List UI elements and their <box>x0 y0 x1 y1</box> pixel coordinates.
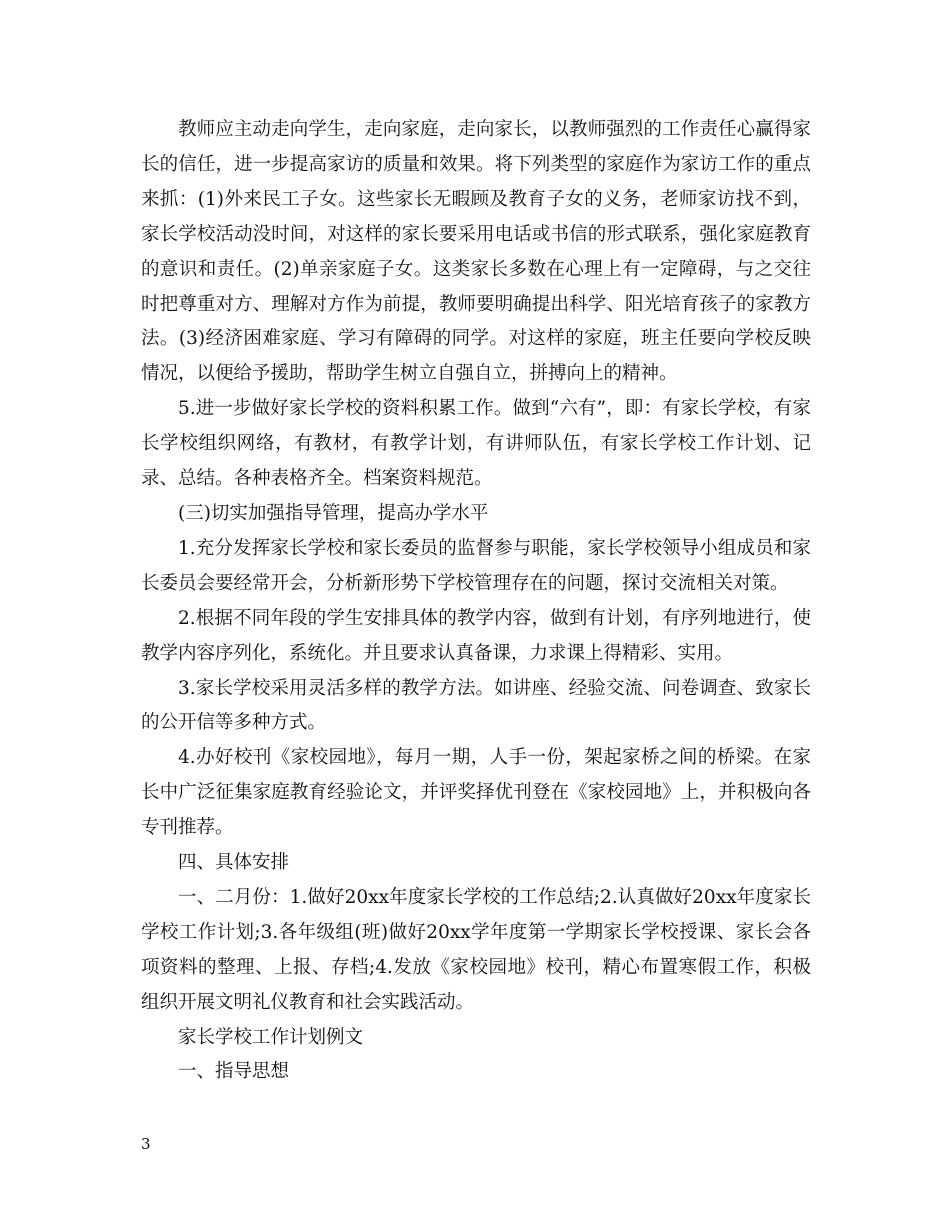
example-title: 家长学校工作计划例文 <box>178 1026 364 1048</box>
paragraph-item-4: 4.办好校刊《家校园地》，每月一期，人手一份，架起家桥之间的桥梁。在家长中广泛征集家庭教育经验论文，并评奖择优刊登在《家校园地》上，并积极向各专刊推荐。 <box>141 747 811 839</box>
section-heading-guiding-thought: 一、指导思想 <box>178 1061 290 1083</box>
document-body <box>141 113 811 1090</box>
paragraph-home-visit: 教师应主动走向学生，走向家庭，走向家长，以教师强烈的工作责任心赢得家长的信任，进一步提高家访的质量和效果。将下列类型的家庭作为家访工作的重点来抓：(1)外来民工子女。这些家长无暇顾及教育子女的义务，老师家访找不到，家长学校活动没时间，对这样的家长要采用电话或书信的形式联系，强化家庭教育的意识和责任。(2)单亲家庭子女。这类家长多数在心理上有一定障碍，与之交往时把尊重对方、理解对方作为前提，教师要明确提出科学、阳光培育孩子的家教方法。(3)经济困难家庭、学习有障碍的同学。对这样的家庭，班主任要向学校反映情况，以便给予援助，帮助学生树立自强自立，拼搏向上的精神。 <box>141 119 811 385</box>
paragraph-item-3: 3.家长学校采用灵活多样的教学方法。如讲座、经验交流、问卷调查、致家长的公开信等多种方式。 <box>141 677 811 734</box>
paragraph-item-2: 2.根据不同年段的学生安排具体的教学内容，做到有计划，有序列地进行，使教学内容序列化，系统化。并且要求认真备课，力求课上得精彩、实用。 <box>141 607 811 664</box>
section-heading-arrangement: 四、具体安排 <box>178 852 290 874</box>
paragraph-item-5: 5.进一步做好家长学校的资料积累工作。做到“六有”，即：有家长学校，有家长学校组织网络，有教材，有教学计划，有讲师队伍，有家长学校工作计划、记录、总结。各种表格齐全。档案资料规范。 <box>141 398 811 490</box>
paragraph-jan-feb: 一、二月份：1.做好20xx年度家长学校的工作总结;2.认真做好20xx年度家长学校工作计划;3.各年级组(班)做好20xx学年度第一学期家长学校授课、家长会各项资料的整理、上报、存档;4.发放《家校园地》校刊，精心布置寒假工作，积极组织开展文明礼仪教育和社会实践活动。 <box>141 886 811 1013</box>
paragraph-item-1: 1.充分发挥家长学校和家长委员的监督参与职能，家长学校领导小组成员和家长委员会要经常开会，分析新形势下学校管理存在的问题，探讨交流相关对策。 <box>141 537 811 594</box>
page-number: 3 <box>141 1135 151 1153</box>
section-heading-3: (三)切实加强指导管理，提高办学水平 <box>178 502 489 524</box>
